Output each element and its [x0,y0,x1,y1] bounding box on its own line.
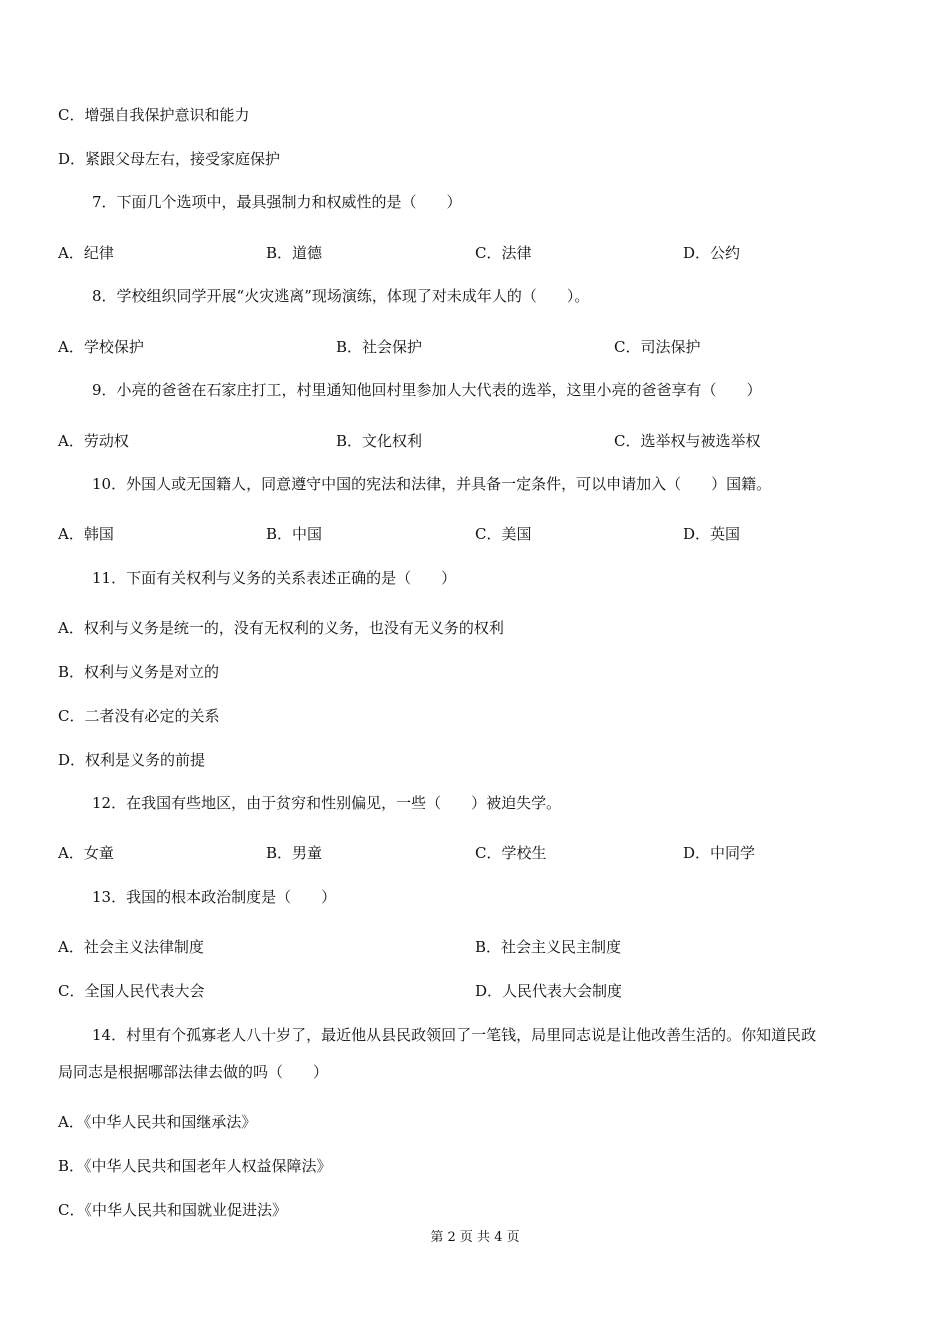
q10-option-c: C．美国 [475,525,532,543]
q11-option-a: A．权利与义务是统一的，没有无权利的义务，也没有无义务的权利 [58,619,504,637]
q14-option-c: C．《中华人民共和国就业促进法》 [58,1201,287,1219]
q11-option-c: C．二者没有必定的关系 [58,707,220,725]
q8-stem: 8．学校组织同学开展“火灾逃离”现场演练，体现了对未成年人的（ ）。 [92,287,590,305]
q8-option-c: C．司法保护 [614,338,701,356]
q13-option-d: D．人民代表大会制度 [475,982,623,1000]
q14-option-b: B．《中华人民共和国老年人权益保障法》 [58,1157,332,1175]
q9-option-a: A．劳动权 [58,432,129,450]
q7-option-c: C．法律 [475,244,532,262]
q13-option-a: A．社会主义法律制度 [58,938,204,956]
q7-option-b: B．道德 [266,244,323,262]
q9-stem: 9．小亮的爸爸在石家庄打工，村里通知他回村里参加人大代表的选举，这里小亮的爸爸享有（ ） [92,381,762,399]
q14-stem-line2: 局同志是根据哪部法律去做的吗（ ） [58,1063,329,1081]
q11-stem: 11．下面有关权利与义务的关系表述正确的是（ ） [92,569,457,587]
q13-stem: 13．我国的根本政治制度是（ ） [92,888,337,906]
q10-option-d: D．英国 [683,525,741,543]
q13-option-c: C．全国人民代表大会 [58,982,205,1000]
q11-option-b: B．权利与义务是对立的 [58,663,220,681]
page-footer: 第 2 页 共 4 页 [430,1230,520,1245]
q9-option-c: C．选举权与被选举权 [614,432,761,450]
q7-option-d: D．公约 [683,244,741,262]
q9-option-b: B．文化权利 [336,432,423,450]
q14-option-a: A．《中华人民共和国继承法》 [58,1113,257,1131]
q12-stem: 12．在我国有些地区，由于贫穷和性别偏见，一些（ ）被迫失学。 [92,794,562,812]
q10-option-a: A．韩国 [58,525,114,543]
q7-stem: 7．下面几个选项中，最具强制力和权威性的是（ ） [92,193,462,211]
q14-stem-line1: 14．村里有个孤寡老人八十岁了，最近他从县民政领回了一笔钱，局里同志说是让他改善生活的。你知道民政 [92,1026,817,1044]
q14-stem [58,1025,892,1082]
q10-stem: 10．外国人或无国籍人，同意遵守中国的宪法和法律，并具备一定条件，可以申请加入（ ）国籍。 [92,475,772,493]
q6-option-d: D．紧跟父母左右，接受家庭保护 [58,150,281,168]
q13-option-b: B．社会主义民主制度 [475,938,622,956]
q12-option-a: A．女童 [58,844,114,862]
q11-option-d: D．权利是义务的前提 [58,751,206,769]
q8-option-b: B．社会保护 [336,338,423,356]
q12-option-d: D．中同学 [683,844,756,862]
q12-option-b: B．男童 [266,844,323,862]
q10-option-b: B．中国 [266,525,323,543]
q8-option-a: A．学校保护 [58,338,144,356]
q6-option-c: C．增强自我保护意识和能力 [58,106,250,124]
q12-option-c: C．学校生 [475,844,547,862]
q7-option-a: A．纪律 [58,244,114,262]
